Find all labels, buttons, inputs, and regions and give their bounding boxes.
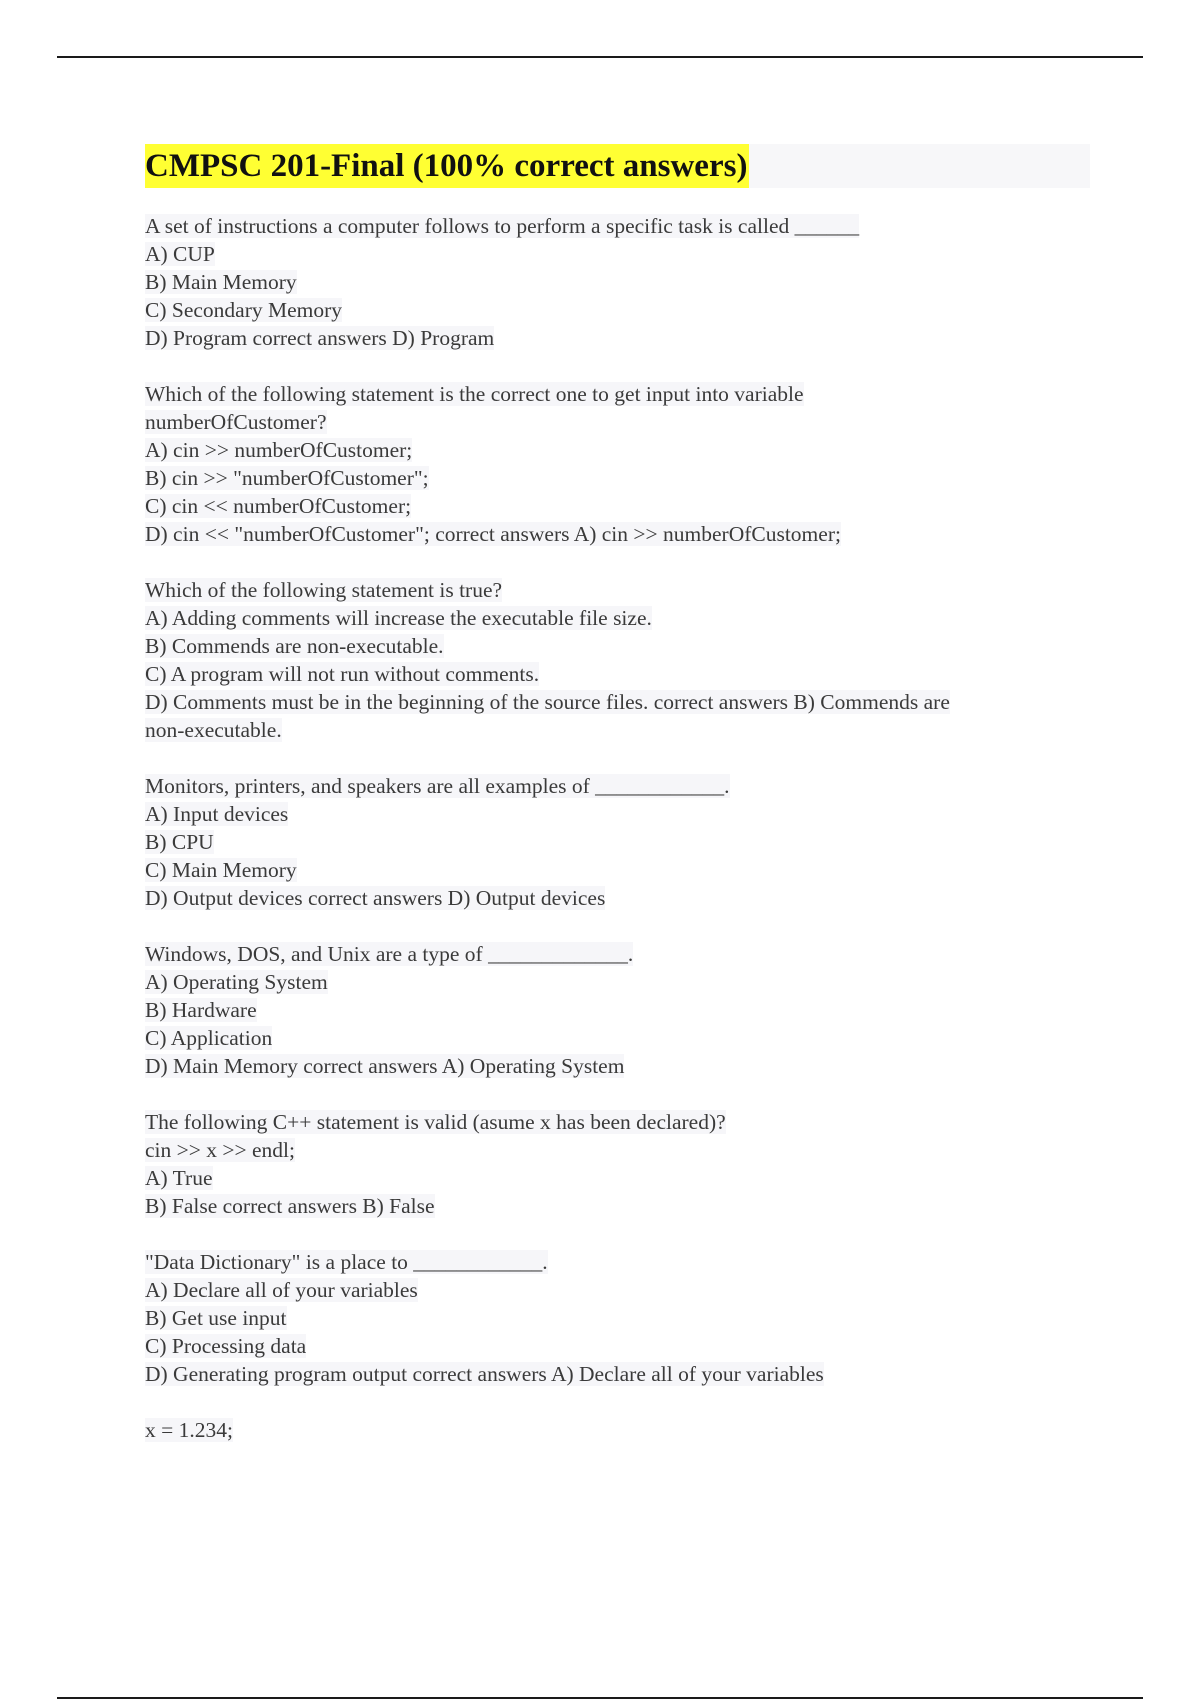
answer-option: A) True [145, 1166, 213, 1190]
bottom-rule [57, 1697, 1143, 1699]
answer-option: B) Main Memory [145, 270, 297, 294]
question-block-5 [145, 940, 1090, 1080]
question-block-3 [145, 576, 1090, 744]
correct-answer-continued: non-executable. [145, 718, 282, 742]
answer-option-with-correct-answer: D) Comments must be in the beginning of the source files. correct answers B) Commends are [145, 690, 950, 714]
question-block-4 [145, 772, 1090, 912]
answer-option-with-correct-answer: B) False correct answers B) False [145, 1194, 435, 1218]
question-text: "Data Dictionary" is a place to ____________. [145, 1250, 548, 1274]
question-text: A set of instructions a computer follows to perform a specific task is called ______ [145, 214, 860, 238]
question-block-7 [145, 1248, 1090, 1388]
answer-option: C) Application [145, 1026, 273, 1050]
question-block-8 [145, 1416, 1090, 1444]
answer-option: C) Main Memory [145, 858, 297, 882]
question-text: Which of the following statement is true? [145, 578, 503, 602]
answer-option: C) cin << numberOfCustomer; [145, 494, 412, 518]
question-text: Windows, DOS, and Unix are a type of _____________. [145, 942, 634, 966]
answer-option: B) Commends are non-executable. [145, 634, 444, 658]
title-band [145, 144, 1090, 188]
answer-option: A) Input devices [145, 802, 289, 826]
answer-option: B) CPU [145, 830, 214, 854]
document-body [145, 144, 1090, 1472]
answer-option-with-correct-answer: D) Generating program output correct answers A) Declare all of your variables [145, 1362, 824, 1386]
answer-option: C) Processing data [145, 1334, 307, 1358]
answer-option: A) Declare all of your variables [145, 1278, 418, 1302]
code-statement: cin >> x >> endl; [145, 1138, 296, 1162]
code-statement: x = 1.234; [145, 1418, 233, 1442]
top-rule [57, 56, 1143, 58]
answer-option: B) Hardware [145, 998, 257, 1022]
document-title: CMPSC 201-Final (100% correct answers) [145, 144, 749, 188]
answer-option: A) CUP [145, 242, 215, 266]
answer-option-with-correct-answer: D) Program correct answers D) Program [145, 326, 495, 350]
answer-option: A) cin >> numberOfCustomer; [145, 438, 413, 462]
answer-option: B) Get use input [145, 1306, 287, 1330]
question-block-6 [145, 1108, 1090, 1220]
answer-option: A) Adding comments will increase the executable file size. [145, 606, 652, 630]
answer-option-with-correct-answer: D) Main Memory correct answers A) Operating System [145, 1054, 625, 1078]
question-text-continued: numberOfCustomer? [145, 410, 327, 434]
answer-option: C) A program will not run without comments. [145, 662, 540, 686]
question-block-2 [145, 380, 1090, 548]
answer-option: B) cin >> "numberOfCustomer"; [145, 466, 429, 490]
answer-option-with-correct-answer: D) Output devices correct answers D) Output devices [145, 886, 606, 910]
question-text: Which of the following statement is the correct one to get input into variable [145, 382, 804, 406]
answer-option: C) Secondary Memory [145, 298, 343, 322]
answer-option: A) Operating System [145, 970, 328, 994]
question-text: The following C++ statement is valid (asume x has been declared)? [145, 1110, 726, 1134]
answer-option-with-correct-answer: D) cin << "numberOfCustomer"; correct answers A) cin >> numberOfCustomer; [145, 522, 841, 546]
question-text: Monitors, printers, and speakers are all examples of ____________. [145, 774, 730, 798]
question-block-1 [145, 212, 1090, 352]
